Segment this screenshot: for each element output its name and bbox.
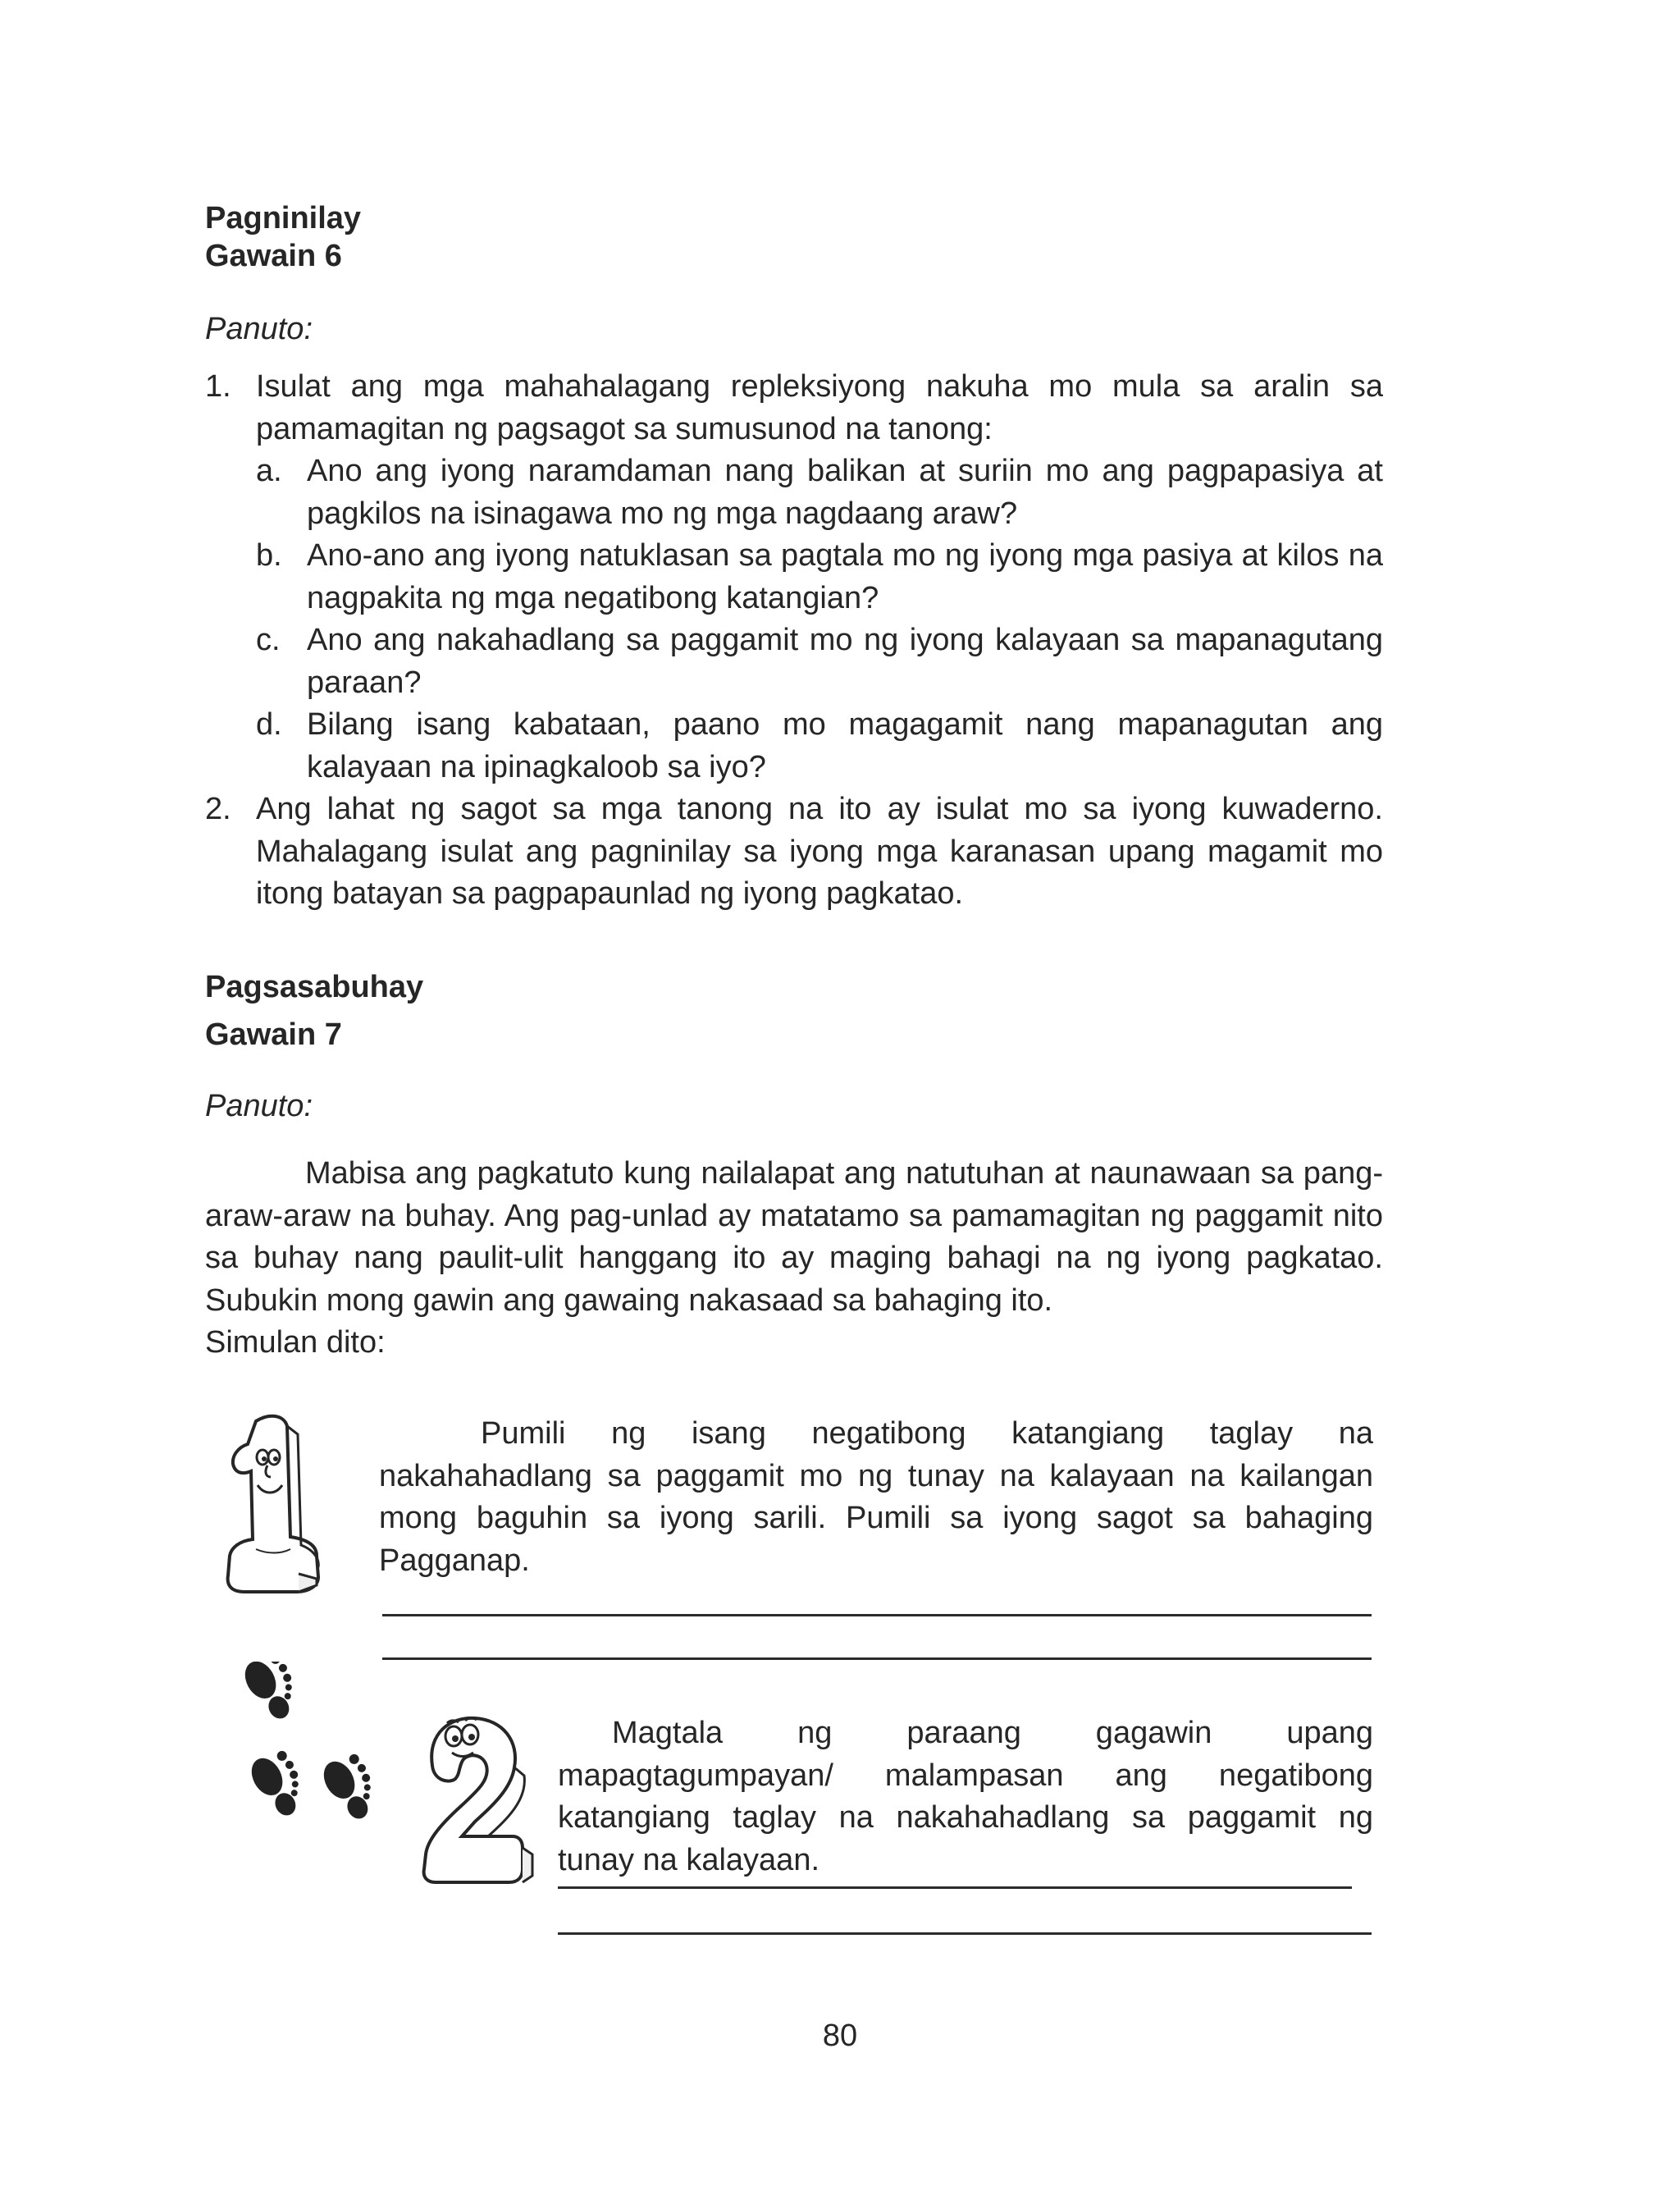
sub-item-letter: a.	[256, 454, 282, 488]
sub-item-b	[256, 535, 1383, 620]
sub-item-text: Ano ang nakahadlang sa paggamit mo ng iyong kalayaan sa mapanagutang paraan?	[307, 623, 1383, 700]
answer-line	[558, 1886, 1352, 1889]
sub-item-text: Bilang isang kabataan, paano mo magagamit nang mapanagutan ang kalayaan na ipinagkaloob sa iyo?	[307, 707, 1383, 784]
intro-paragraph: Mabisa ang pagkatuto kung nailalapat ang natutuhan at naunawaan sa pang-araw-araw na buhay. Ang pag-unlad ay matatamo sa pamamagitan ng paggamit nito sa buhay nang paulit-ulit hanggang ito ay maging bahagi na ng iyong pagkatao. Subukin mong gawin ang gawaing nakasaad sa bahaging ito.	[205, 1156, 1383, 1318]
list-number: 1.	[205, 369, 231, 404]
list-item-1	[205, 366, 1383, 450]
sub-item-letter: b.	[256, 538, 282, 573]
step-1-text: Pumili ng isang negatibong katangiang taglay na nakahahadlang sa paggamit mo ng tunay na kalayaan na kailangan mong baguhin sa iyong sarili. Pumili sa iyong sagot sa bahaging Pagganap.	[379, 1416, 1373, 1578]
section-title-pagsasabuhay: Pagsasabuhay	[205, 970, 424, 1004]
sub-item-d	[256, 704, 1383, 789]
activity-label-gawain-6: Gawain 6	[205, 239, 342, 273]
start-label: Simulan dito:	[205, 1325, 386, 1360]
answer-line	[382, 1614, 1372, 1616]
sub-item-text: Ano ang iyong naramdaman nang balikan at suriin mo ang pagpapasiya at pagkilos na isinagawa mo ng mga nagdaang araw?	[307, 454, 1383, 531]
list-item-text: Ang lahat ng sagot sa mga tanong na ito ay isulat mo sa iyong kuwaderno. Mahalagang isulat ang pagninilay sa iyong mga karanasan upang magamit mo itong batayan sa pagpapaunlad ng iyong pagkatao.	[256, 792, 1383, 911]
sub-item-letter: c.	[256, 623, 281, 657]
instruction-label: Panuto:	[205, 312, 313, 346]
section-title-pagninilay: Pagninilay	[205, 201, 362, 235]
answer-line	[382, 1657, 1372, 1660]
page-number: 80	[822, 2019, 858, 2053]
sub-item-letter: d.	[256, 707, 282, 742]
list-item-text: Isulat ang mga mahahalagang repleksiyong nakuha mo mula sa aralin sa pamamagitan ng pagsagot sa sumusunod na tanong:	[256, 369, 1383, 446]
number-two-cartoon-icon	[414, 1708, 537, 1889]
answer-line	[558, 1932, 1372, 1935]
sub-item-text: Ano-ano ang iyong natuklasan sa pagtala mo ng iyong mga pasiya at kilos na nagpakita ng mga negatibong katangian?	[307, 538, 1383, 615]
instruction-label: Panuto:	[205, 1089, 313, 1123]
number-one-cartoon-icon	[220, 1410, 335, 1598]
activity-label-gawain-7: Gawain 7	[205, 1017, 342, 1052]
step-2-text: Magtala ng paraang gagawin upang mapagtagumpayan/ malampasan ang negatibong katangiang taglay na nakahahadlang sa paggamit ng tunay na kalayaan.	[558, 1716, 1373, 1877]
list-item-2	[205, 789, 1383, 916]
sub-item-c	[256, 620, 1383, 704]
list-number: 2.	[205, 792, 231, 826]
sub-item-a	[256, 450, 1383, 535]
footprints-icon	[209, 1662, 390, 1859]
